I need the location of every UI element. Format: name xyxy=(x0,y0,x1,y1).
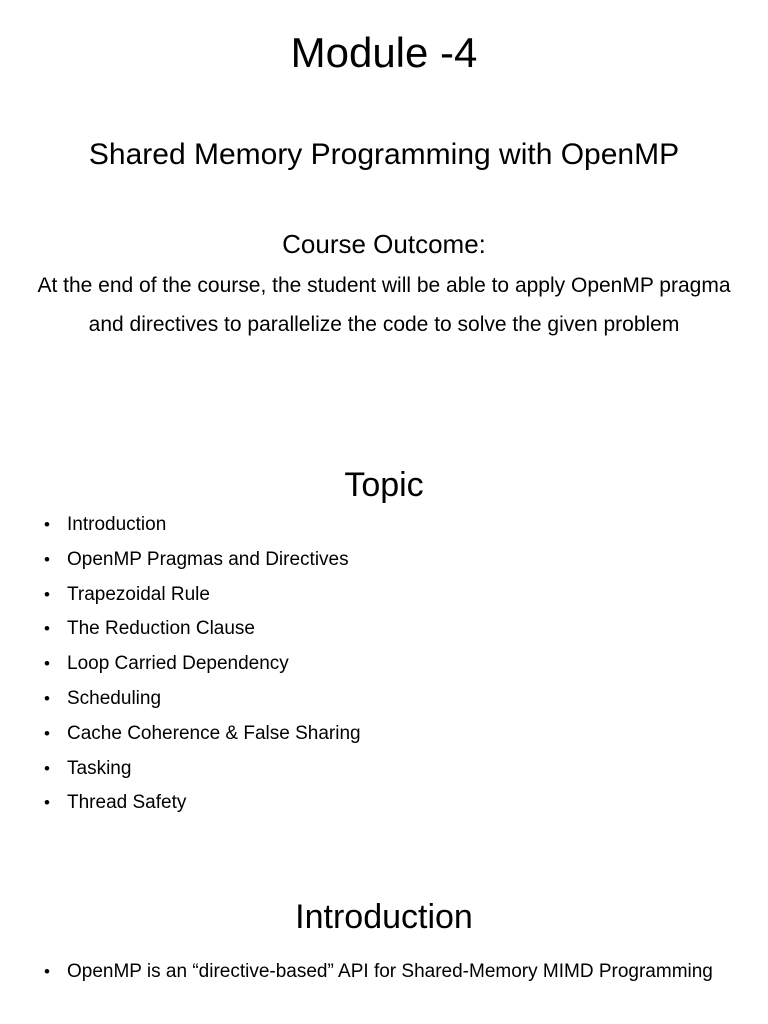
bullet-icon: • xyxy=(44,793,50,813)
introduction-list xyxy=(0,955,747,989)
topic-item-label: Tasking xyxy=(67,757,132,779)
topic-item-label: OpenMP Pragmas and Directives xyxy=(67,548,349,570)
bullet-icon: • xyxy=(44,515,50,534)
module-title: Module -4 xyxy=(290,29,478,76)
topic-item xyxy=(0,546,747,581)
topic-item xyxy=(0,789,747,824)
topic-item-label: Thread Safety xyxy=(67,792,187,814)
topic-item-label: Scheduling xyxy=(67,687,162,709)
introduction-heading: Introduction xyxy=(295,898,473,936)
topic-item xyxy=(0,755,747,790)
topic-item-label: Introduction xyxy=(67,514,167,535)
bullet-icon: • xyxy=(44,758,50,778)
topic-item-label: The Reduction Clause xyxy=(67,618,255,640)
bullet-icon: • xyxy=(44,962,50,981)
topic-heading: Topic xyxy=(344,466,424,504)
bullet-icon: • xyxy=(44,688,50,708)
topic-item xyxy=(0,511,747,546)
bullet-icon: • xyxy=(44,654,50,674)
course-outcome-heading: Course Outcome: xyxy=(282,229,486,259)
introduction-item xyxy=(0,955,747,989)
topic-list xyxy=(0,511,747,824)
bullet-icon: • xyxy=(44,619,50,639)
topic-item xyxy=(0,615,747,650)
introduction-item-text: OpenMP is an “directive-based” API for Shared-Memory MIMD Programming xyxy=(67,961,713,982)
bullet-icon: • xyxy=(44,549,50,569)
topic-item-label: Loop Carried Dependency xyxy=(67,653,289,675)
bullet-icon: • xyxy=(44,584,50,604)
course-outcome-text: At the end of the course, the student will be able to apply OpenMP pragma and directives to parallelize the code to solve the given problem xyxy=(37,274,731,336)
topic-item-label: Trapezoidal Rule xyxy=(67,583,210,605)
topic-item-label: Cache Coherence & False Sharing xyxy=(67,722,361,744)
page-subtitle: Shared Memory Programming with OpenMP xyxy=(88,138,680,171)
bullet-icon: • xyxy=(44,723,50,743)
topic-item xyxy=(0,720,747,755)
topic-item xyxy=(0,650,747,685)
topic-item xyxy=(0,581,747,616)
topic-item xyxy=(0,685,747,720)
